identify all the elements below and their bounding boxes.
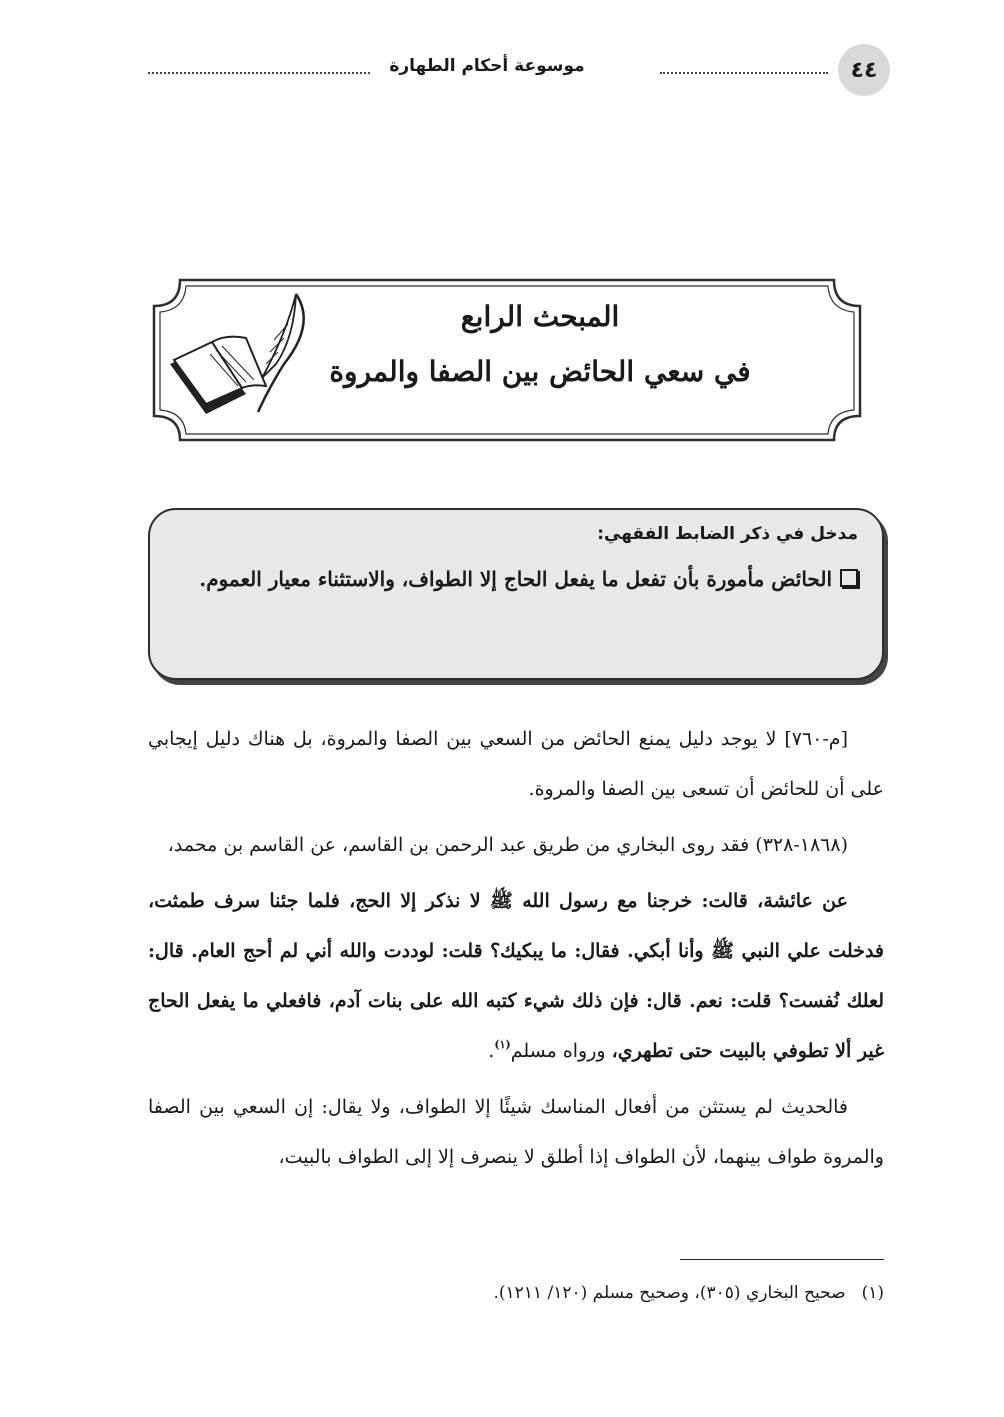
footnote-divider [680, 1259, 884, 1260]
footnote-ref-1[interactable]: (١) [494, 1038, 511, 1051]
rule-heading: مدخل في ذكر الضابط الفقهي: [597, 524, 858, 544]
hadith-paragraph [148, 876, 884, 1076]
header-dotted-rule-left [148, 72, 370, 74]
chapter-heading [320, 300, 760, 388]
footnote-number: (١) [861, 1283, 884, 1303]
page-header [148, 44, 890, 104]
page-number: ٤٤ [838, 44, 890, 96]
fiqh-rule-box [148, 508, 884, 680]
hadith-source: ورواه مسلم [510, 1040, 612, 1062]
checkbox-bullet-icon [840, 569, 858, 587]
chapter-label: المبحث الرابع [460, 300, 620, 333]
footnote-1 [148, 1278, 884, 1308]
main-text [148, 714, 884, 1188]
chapter-title: في سعي الحائض بين الصفا والمروة [329, 355, 751, 388]
paragraph-4: فالحديث لم يستثن من أفعال المناسك شيئًا إلا الطواف، ولا يقال: إن السعي بين الصفا والمروة طواف بينهما، لأن الطواف إذا أطلق لا ينصرف إلا إلى الطواف بالبيت، [148, 1096, 884, 1168]
footnote-text: صحيح البخاري (٣٠٥)، وصحيح مسلم (١٢٠/ ١٢١١). [493, 1283, 846, 1303]
hadith-end: . [488, 1040, 495, 1062]
hadith-text: عن عائشة، قالت: خرجنا مع رسول الله ﷺ لا نذكر إلا الحج، فلما جئنا سرف طمثت، فدخلت علي النبي ﷺ وأنا أبكي. فقال: ما يبكيك؟ قلت: لوددت والله أني لم أحج العام. قال: لعلك نُفست؟ قلت: نعم. قال: فإن ذلك شيء كتبه الله على بنات آدم، فافعلي ما يفعل الحاج غير ألا تطوفي بالبيت حتى تطهري، [148, 890, 884, 1062]
rule-item [172, 554, 858, 604]
running-title: موسوعة أحكام الطهارة [389, 56, 585, 76]
rule-item-text: الحائض مأمورة بأن تفعل ما يفعل الحاج إلا الطواف، والاستثناء معيار العموم. [199, 567, 832, 591]
paragraph-1: [م-٧٦٠] لا يوجد دليل يمنع الحائض من السعي بين الصفا والمروة، بل هناك دليل إيجابي على أن للحائض أن تسعى بين الصفا والمروة. [148, 728, 884, 800]
header-dotted-rule-right [660, 72, 828, 74]
paragraph-2: (١٨٦٨-٣٢٨) فقد روى البخاري من طريق عبد الرحمن بن القاسم، عن القاسم بن محمد، [167, 834, 848, 856]
